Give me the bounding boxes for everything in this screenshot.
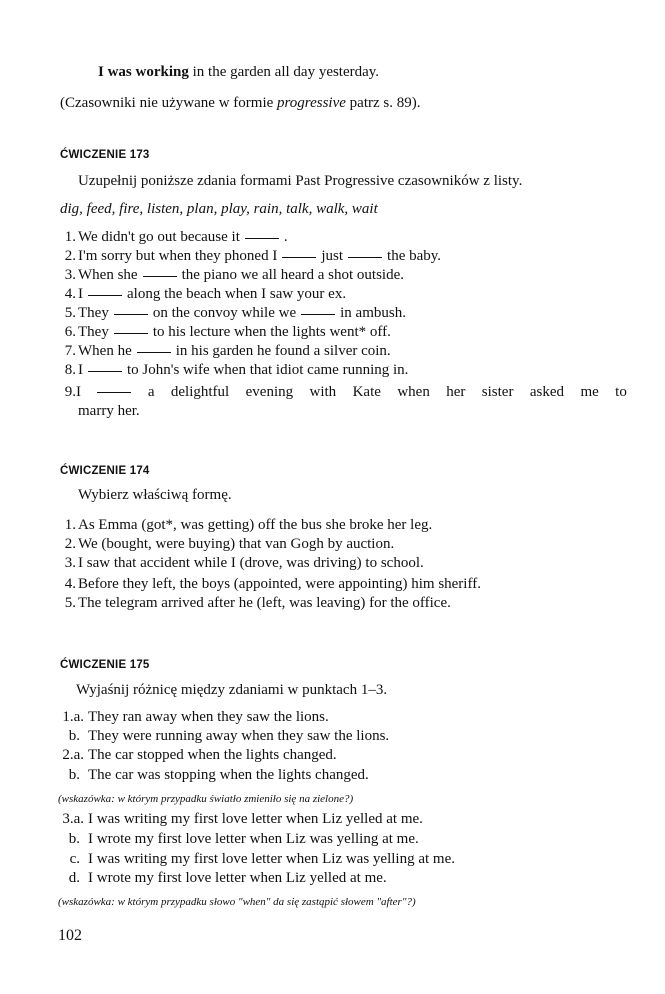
exercise-173-instruction: Uzupełnij poniższe zdania formami Past Progressive czasowników z listy. — [78, 173, 523, 189]
exercise-173-heading: ĆWICZENIE 173 — [60, 149, 150, 161]
answer-blank[interactable] — [143, 275, 177, 277]
example-sentence — [98, 63, 379, 81]
list-item-continuation: marry her. — [78, 403, 140, 419]
exercise-174-heading: ĆWICZENIE 174 — [60, 465, 150, 477]
example-rest: in the garden all day yesterday. — [188, 64, 380, 80]
answer-blank[interactable] — [97, 391, 131, 393]
hint-text: (wskazówka: w którym przypadku światło zmieniło się na zielone?) — [58, 793, 354, 805]
answer-blank[interactable] — [114, 332, 148, 334]
hint-text: (wskazówka: w którym przypadku słowo "when" da się zastąpić słowem "after"?) — [58, 896, 416, 908]
answer-blank[interactable] — [301, 313, 335, 315]
exercise-173-word-list: dig, feed, fire, listen, plan, play, rain, talk, walk, wait — [60, 201, 378, 217]
progressive-note: (Czasowniki nie używane w formie progressive patrz s. 89). — [60, 95, 421, 111]
exercise-175-instruction: Wyjaśnij różnicę między zdaniami w punktach 1–3. — [76, 682, 388, 698]
list-item-number: 9. — [64, 384, 76, 400]
exercise-174-instruction: Wybierz właściwą formę. — [78, 487, 232, 503]
list-item: I a delightful evening with Kate when her sister asked me to — [76, 384, 627, 400]
answer-blank[interactable] — [245, 237, 279, 239]
page-number: 102 — [58, 927, 82, 944]
exercise-175-heading: ĆWICZENIE 175 — [60, 659, 150, 671]
answer-blank[interactable] — [114, 313, 148, 315]
example-bold: I was working — [98, 64, 189, 80]
answer-blank[interactable] — [282, 256, 316, 258]
answer-blank[interactable] — [348, 256, 382, 258]
answer-blank[interactable] — [137, 351, 171, 353]
answer-blank[interactable] — [88, 370, 122, 372]
answer-blank[interactable] — [88, 294, 122, 296]
